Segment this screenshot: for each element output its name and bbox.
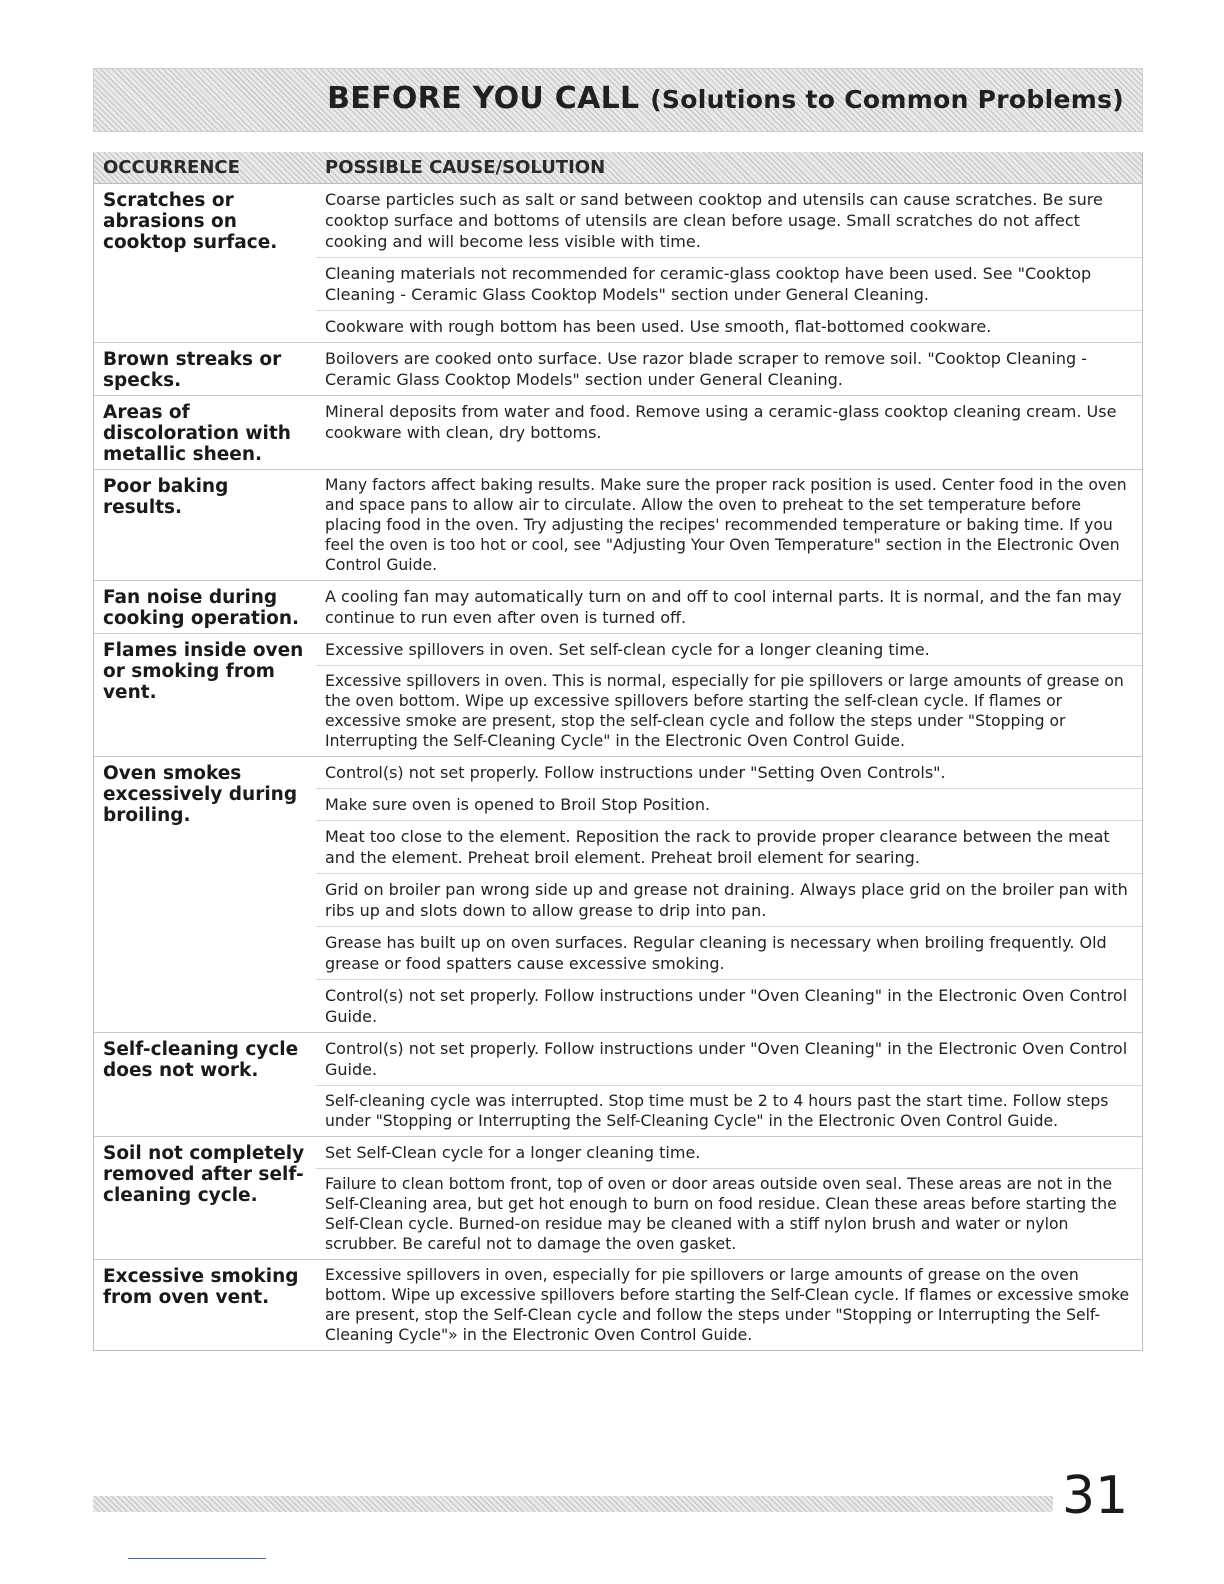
occurrence-label: Soil not completely removed after self-cleaning cycle. xyxy=(103,1143,305,1206)
solution-list xyxy=(316,757,1142,1032)
solution-list xyxy=(316,634,1142,756)
solution-item: Make sure oven is opened to Broil Stop Position. xyxy=(316,789,1142,821)
solution-list xyxy=(316,1033,1142,1136)
table-row xyxy=(94,343,1142,396)
table-row xyxy=(94,1033,1142,1137)
page-number: 31 xyxy=(1062,1466,1129,1526)
solution-item: Control(s) not set properly. Follow instructions under "Setting Oven Controls". xyxy=(316,757,1142,789)
occurrence-label: Flames inside oven or smoking from vent. xyxy=(103,640,304,703)
solution-item: Set Self-Clean cycle for a longer cleaning time. xyxy=(316,1137,1142,1169)
bottom-rule xyxy=(128,1558,266,1559)
solution-list xyxy=(316,1137,1142,1259)
solution-item: Coarse particles such as salt or sand between cooktop and utensils can cause scratches. Be sure cooktop surface and bottoms of utensils are clean before usage. Small scratches do not affect cooking and will become less visible with time. xyxy=(316,184,1142,258)
occurrence-label: Poor baking results. xyxy=(103,476,229,518)
solution-item: Cleaning materials not recommended for ceramic-glass cooktop have been used. See "Cooktop Cleaning - Ceramic Glass Cooktop Models" section under General Cleaning. xyxy=(316,258,1142,311)
solution-item: A cooling fan may automatically turn on and off to cool internal parts. It is normal, and the fan may continue to run even after oven is turned off. xyxy=(325,587,1122,627)
occurrence-label: Excessive smoking from oven vent. xyxy=(103,1266,299,1308)
solution-item: Self-cleaning cycle was interrupted. Stop time must be 2 to 4 hours past the start time. Follow steps under "Stopping or Interrupting the Self-Cleaning Cycle" in the Electronic Oven Control Guide. xyxy=(325,1092,1109,1130)
solution-item: Meat too close to the element. Reposition the rack to provide proper clearance between the meat and the element. Preheat broil element. Preheat broil element for searing. xyxy=(316,821,1142,874)
solution-item: Mineral deposits from water and food. Remove using a ceramic-glass cooktop cleaning cream. Use cookware with clean, dry bottoms. xyxy=(325,402,1117,442)
solution-item: Excessive spillovers in oven. Set self-clean cycle for a longer cleaning time. xyxy=(316,634,1142,666)
table-row xyxy=(94,396,1142,470)
column-header-occurrence: OCCURRENCE xyxy=(103,157,240,178)
table-row xyxy=(94,634,1142,757)
page-banner xyxy=(93,68,1143,132)
table-row xyxy=(94,1260,1142,1350)
page-title-main: BEFORE YOU CALL xyxy=(327,81,640,116)
table-body xyxy=(94,184,1142,1350)
solution-item: Boilovers are cooked onto surface. Use razor blade scraper to remove soil. "Cooktop Cleaning - Ceramic Glass Cooktop Models" section under General Cleaning. xyxy=(325,349,1088,389)
occurrence-label: Self-cleaning cycle does not work. xyxy=(103,1039,299,1081)
occurrence-label: Brown streaks or specks. xyxy=(103,349,282,391)
solution-item: Excessive spillovers in oven. This is normal, especially for pie spillovers or large amounts of grease on the oven bottom. Wipe up excessive spillovers before starting the self-clean cycle. If flames or excessive smoke are present, stop the self-clean cycle and follow the steps under "Stopping or Interrupting the Self-Cleaning Cycle" in the Electronic Oven Control Guide. xyxy=(325,672,1124,750)
column-header-solution: POSSIBLE CAUSE/SOLUTION xyxy=(325,157,606,178)
solution-item: Failure to clean bottom front, top of oven or door areas outside oven seal. These areas are not in the Self-Cleaning area, but get hot enough to burn on food residue. Clean these areas before starting the Self-Clean cycle. Burned-on residue may be cleaned with a stiff nylon brush and water or nylon scrubber. Be careful not to damage the oven gasket. xyxy=(325,1175,1117,1253)
troubleshooting-table xyxy=(93,152,1143,1351)
solution-list xyxy=(316,396,1142,469)
solution-item: Excessive spillovers in oven, especially for pie spillovers or large amounts of grease on the oven bottom. Wipe up excessive spillovers before starting the Self-Clean cycle. If flames or excessive smoke are present, stop the Self-Clean cycle and follow the steps under "Stopping or Interrupting the Self-Cleaning Cycle"» in the Electronic Oven Control Guide. xyxy=(325,1266,1130,1344)
solution-item: Many factors affect baking results. Make sure the proper rack position is used. Center food in the oven and space pans to allow air to circulate. Allow the oven to preheat to the set temperature before placing food in the oven. Try adjusting the recipes' recommended temperature or baking time. If you feel the oven is too hot or cool, see "Adjusting Your Oven Temperature" section in the Electronic Oven Control Guide. xyxy=(325,476,1127,574)
solution-list xyxy=(316,1260,1142,1350)
table-row xyxy=(94,1137,1142,1260)
table-row xyxy=(94,581,1142,634)
occurrence-label: Areas of discoloration with metallic sheen. xyxy=(103,402,291,465)
solution-list xyxy=(316,470,1142,580)
solution-item: Grid on broiler pan wrong side up and grease not draining. Always place grid on the broiler pan with ribs up and slots down to allow grease to drip into pan. xyxy=(316,874,1142,927)
solution-item: Control(s) not set properly. Follow instructions under "Oven Cleaning" in the Electronic Oven Control Guide. xyxy=(316,1033,1142,1086)
table-row xyxy=(94,184,1142,343)
occurrence-label: Scratches or abrasions on cooktop surface. xyxy=(103,190,278,253)
footer-bar xyxy=(93,1496,1053,1512)
solution-item: Cookware with rough bottom has been used. Use smooth, flat-bottomed cookware. xyxy=(325,317,992,336)
occurrence-label: Oven smokes excessively during broiling. xyxy=(103,763,298,826)
table-header xyxy=(94,152,1142,184)
page-title xyxy=(327,81,1124,116)
solution-list xyxy=(316,581,1142,633)
table-row xyxy=(94,757,1142,1033)
solution-list xyxy=(316,184,1142,342)
solution-item: Grease has built up on oven surfaces. Regular cleaning is necessary when broiling frequently. Old grease or food spatters cause excessive smoking. xyxy=(316,927,1142,980)
solution-list xyxy=(316,343,1142,395)
page-subtitle: (Solutions to Common Problems) xyxy=(650,85,1124,114)
occurrence-label: Fan noise during cooking operation. xyxy=(103,587,300,629)
table-row xyxy=(94,470,1142,581)
solution-item: Control(s) not set properly. Follow instructions under "Oven Cleaning" in the Electronic Oven Control Guide. xyxy=(325,986,1128,1026)
